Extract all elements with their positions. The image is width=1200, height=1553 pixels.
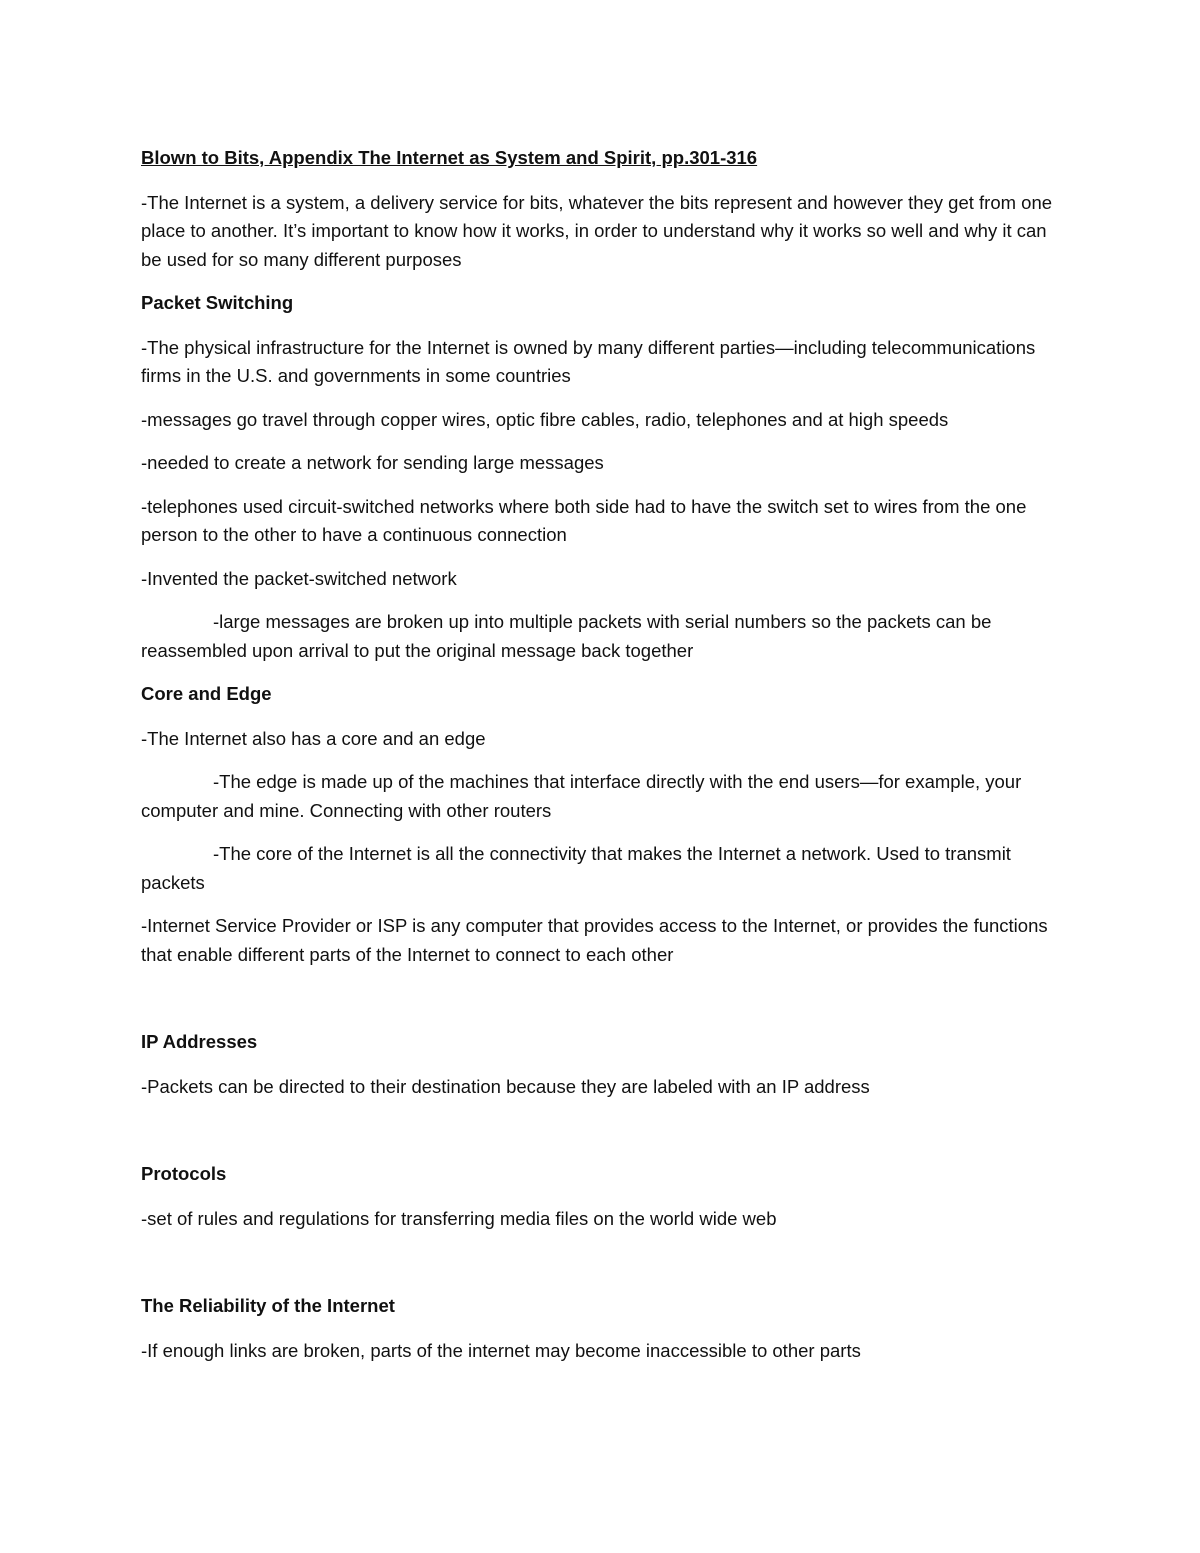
heading-core-and-edge: Core and Edge: [141, 683, 272, 704]
paragraph: -If enough links are broken, parts of the internet may become inaccessible to other parts: [141, 1339, 861, 1361]
document-title: Blown to Bits, Appendix The Internet as System and Spirit, pp.301-316: [141, 147, 758, 168]
indented-paragraph: -large messages are broken up into multiple packets with serial numbers so the packets can be reassembled upon arrival to put the original message back together: [141, 611, 992, 661]
paragraph: -messages go travel through copper wires, optic fibre cables, radio, telephones and at high speeds: [141, 408, 949, 430]
paragraph: -Packets can be directed to their destination because they are labeled with an IP address: [141, 1075, 870, 1097]
paragraph: -The physical infrastructure for the Internet is owned by many different parties—including telecommunications firms in the U.S. and governments in some countries: [141, 336, 1036, 386]
paragraph: -needed to create a network for sending large messages: [141, 452, 604, 473]
paragraph: -telephones used circuit-switched networks where both side had to have the switch set to wires from the one person to the other to have a continuous connection: [141, 495, 1027, 545]
indented-paragraph: -The edge is made up of the machines that interface directly with the end users—for example, your computer and mine. Connecting with other routers: [141, 771, 1022, 821]
paragraph: -The Internet also has a core and an edge: [141, 727, 486, 749]
intro-paragraph: -The Internet is a system, a delivery service for bits, whatever the bits represent and however they get from one place to another. It’s important to know how it works, in order to understand why it works so well and why it can be used for so many different purposes: [141, 191, 1053, 270]
heading-packet-switching: Packet Switching: [141, 292, 294, 313]
indented-paragraph: -The core of the Internet is all the connectivity that makes the Internet a network. Used to transmit packets: [141, 843, 1011, 893]
heading-ip-addresses: IP Addresses: [141, 1031, 258, 1052]
blank-line: [141, 1248, 1061, 1292]
heading-reliability: The Reliability of the Internet: [141, 1295, 395, 1316]
document-body: [141, 144, 1061, 1380]
paragraph: -Internet Service Provider or ISP is any computer that provides access to the Internet, or provides the functions that enable different parts of the Internet to connect to each other: [141, 915, 1048, 965]
heading-protocols: Protocols: [141, 1163, 227, 1184]
blank-line: [141, 1116, 1061, 1160]
paragraph: -Invented the packet-switched network: [141, 567, 457, 589]
paragraph: -set of rules and regulations for transferring media files on the world wide web: [141, 1207, 777, 1229]
blank-line: [141, 984, 1061, 1028]
